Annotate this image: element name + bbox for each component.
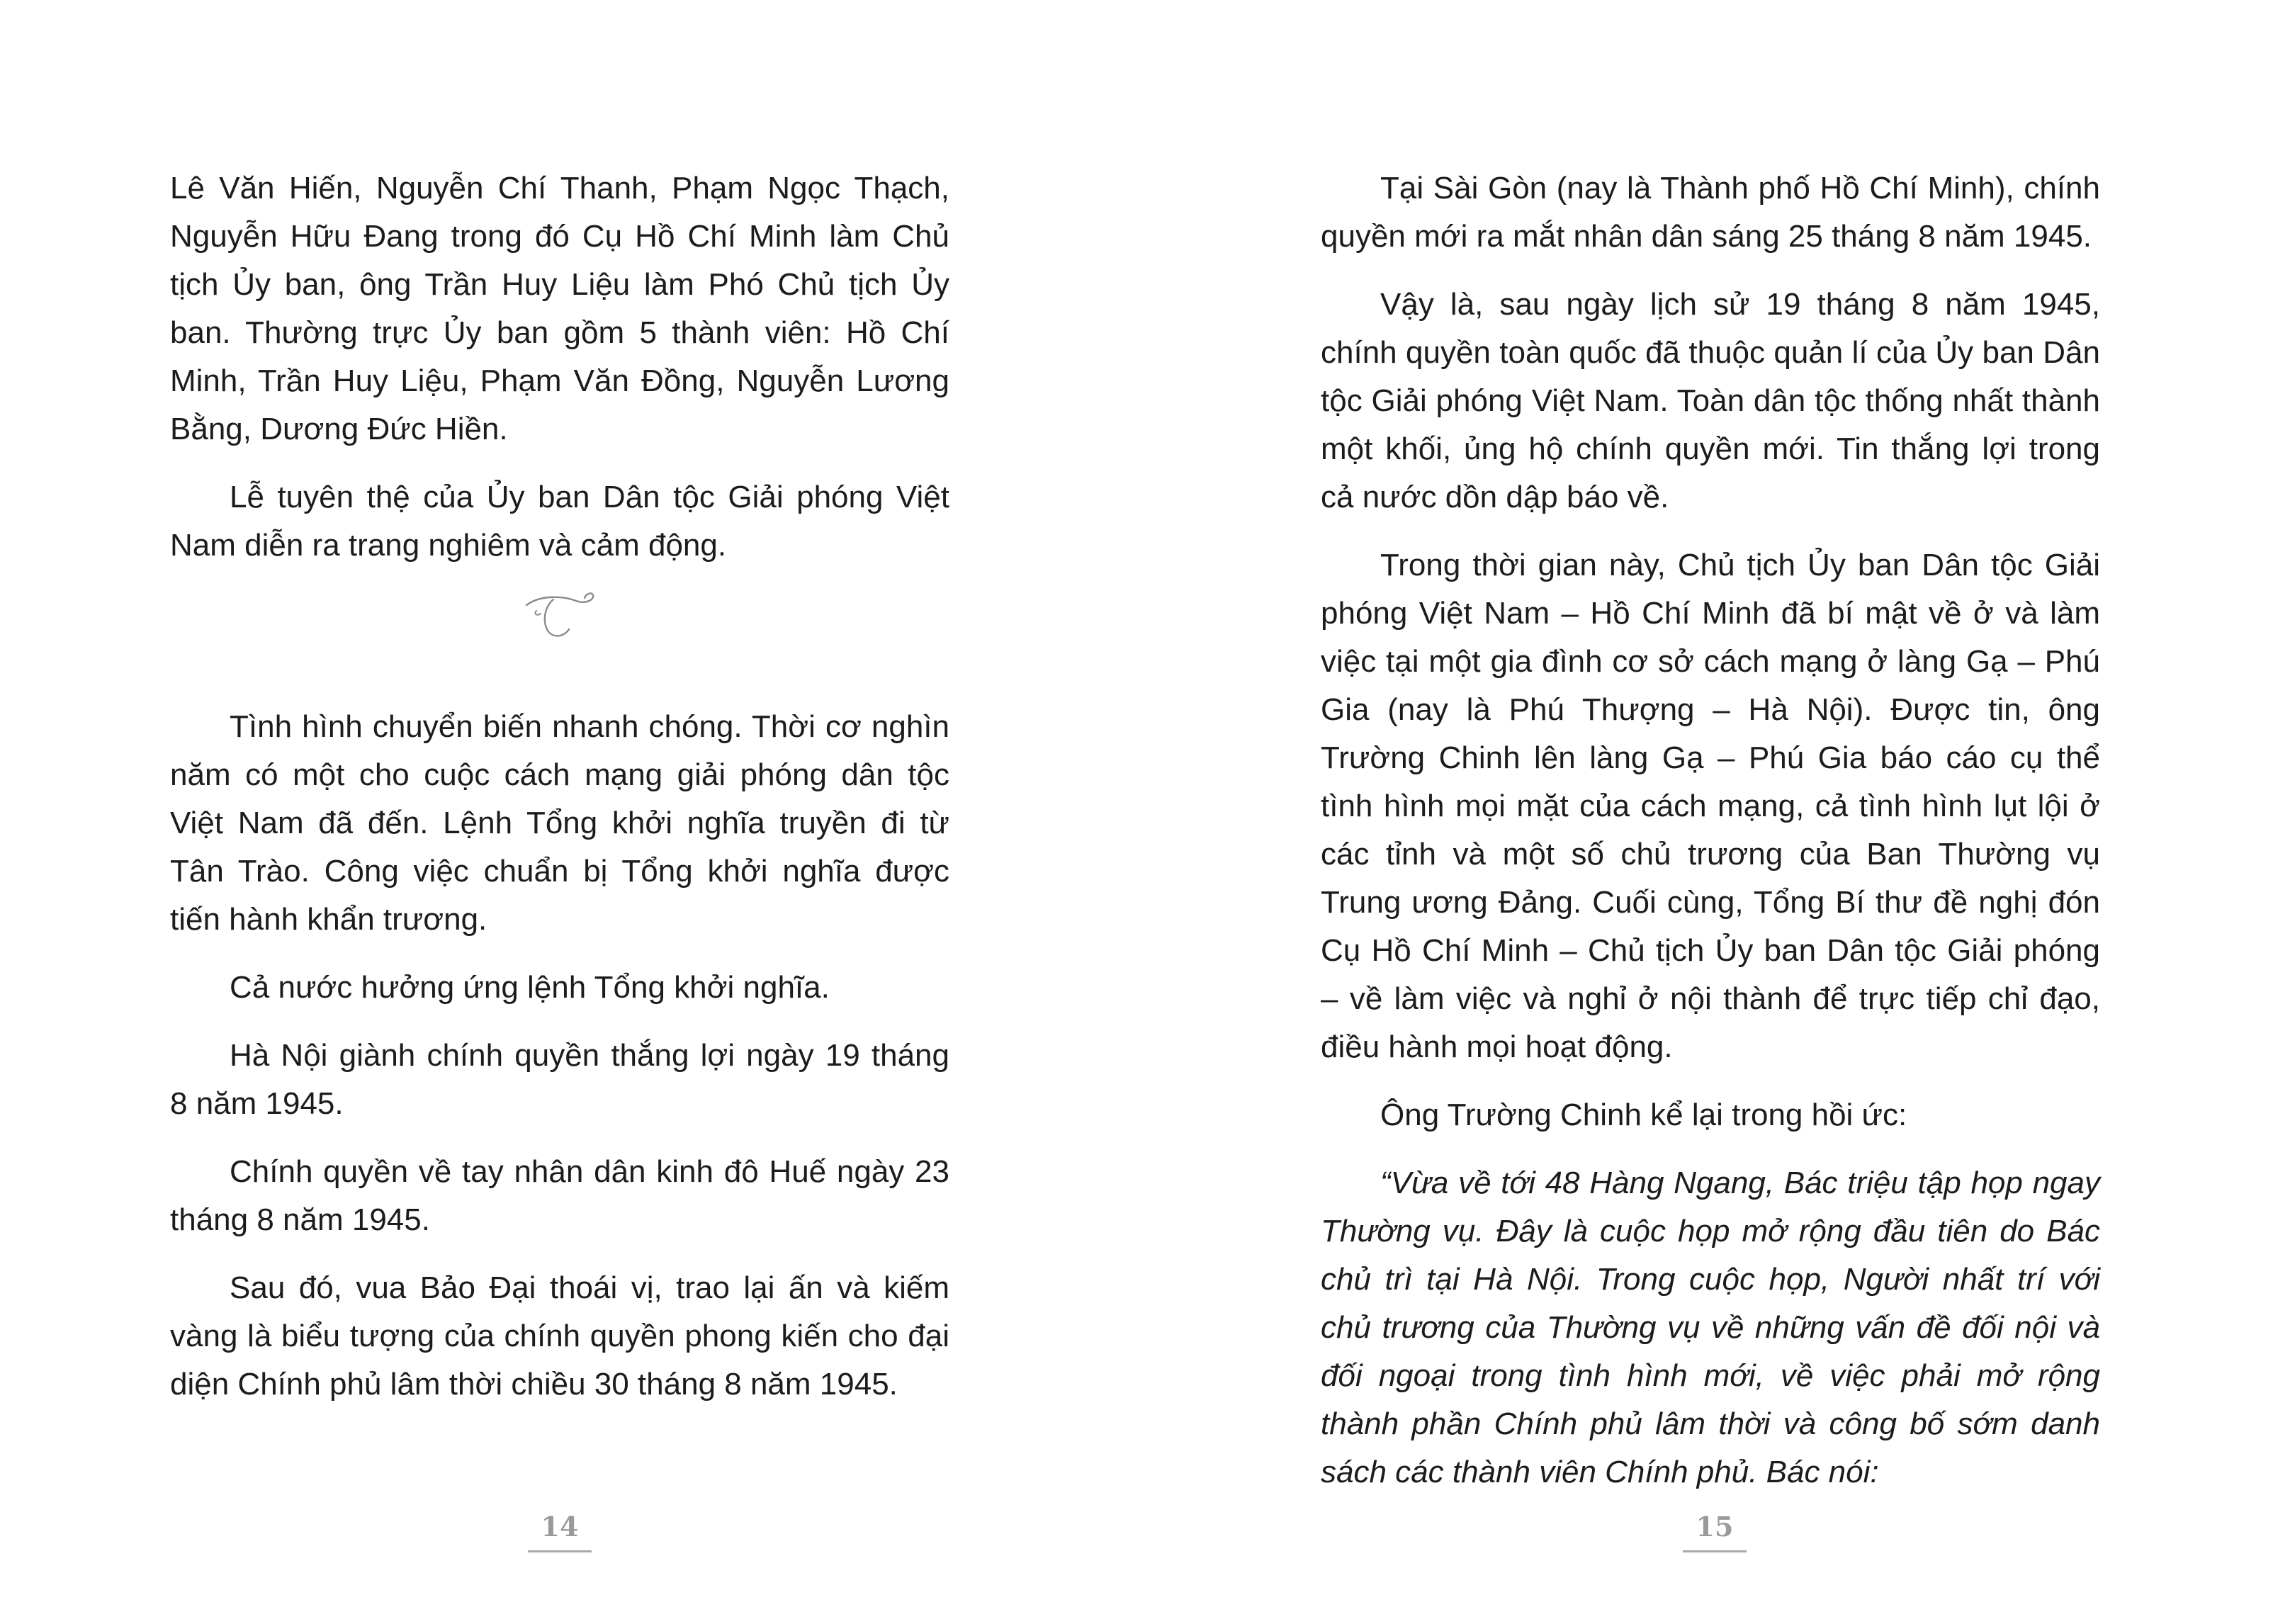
paragraph: Hà Nội giành chính quyền thắng lợi ngày 19 tháng 8 năm 1945. [170, 1038, 949, 1121]
right-page [1136, 0, 2273, 1624]
paragraph: Vậy là, sau ngày lịch sử 19 tháng 8 năm 1945, chính quyền toàn quốc đã thuộc quản lí của Ủy ban Dân tộc Giải phóng Việt Nam. Toàn dân tộc thống nhất thành một khối, ủng hộ chính quyền mới. Tin thắng lợi trong cả nước dồn dập báo về. [1321, 287, 2100, 514]
paragraph: Lễ tuyên thệ của Ủy ban Dân tộc Giải phóng Việt Nam diễn ra trang nghiêm và cảm động. [170, 480, 949, 563]
paragraph: Trong thời gian này, Chủ tịch Ủy ban Dân tộc Giải phóng Việt Nam – Hồ Chí Minh đã bí mật về ở và làm việc tại một gia đình cơ sở cách mạng ở làng Gạ – Phú Gia (nay là Phú Thượng – Hà Nội). Được tin, ông Trường Chinh lên làng Gạ – Phú Gia báo cáo cụ thể tình hình mọi mặt của cách mạng, cả tình hình lụt lội ở các tỉnh và một số chủ trương của Ban Thường vụ Trung ương Đảng. Cuối cùng, Tổng Bí thư đề nghị đón Cụ Hồ Chí Minh – Chủ tịch Ủy ban Dân tộc Giải phóng – về làm việc và nghỉ ở nội thành để trực tiếp chỉ đạo, điều hành mọi hoạt động. [1321, 548, 2100, 1064]
paragraph: Tại Sài Gòn (nay là Thành phố Hồ Chí Minh), chính quyền mới ra mắt nhân dân sáng 25 tháng 8 năm 1945. [1321, 171, 2100, 254]
right-text-column [1321, 164, 2100, 1516]
flourish-ornament-icon [170, 590, 949, 660]
paragraph: Cả nước hưởng ứng lệnh Tổng khởi nghĩa. [230, 970, 830, 1005]
page-number: 15 [1696, 1511, 1734, 1543]
page-number-rule [1683, 1550, 1747, 1552]
paragraph: Chính quyền về tay nhân dân kinh đô Huế ngày 23 tháng 8 năm 1945. [170, 1154, 949, 1237]
paragraph: Sau đó, vua Bảo Đại thoái vị, trao lại ấn và kiếm vàng là biểu tượng của chính quyền phong kiến cho đại diện Chính phủ lâm thời chiều 30 tháng 8 năm 1945. [170, 1270, 949, 1402]
paragraph: Lê Văn Hiến, Nguyễn Chí Thanh, Phạm Ngọc Thạch, Nguyễn Hữu Đang trong đó Cụ Hồ Chí Minh làm Chủ tịch Ủy ban, ông Trần Huy Liệu làm Phó Chủ tịch Ủy ban. Thường trực Ủy ban gồm 5 thành viên: Hồ Chí Minh, Trần Huy Liệu, Phạm Văn Đồng, Nguyễn Lương Bằng, Dương Đức Hiền. [170, 171, 949, 446]
left-page [0, 0, 1136, 1624]
left-text-column [170, 164, 949, 1428]
paragraph: Ông Trường Chinh kể lại trong hồi ức: [1380, 1098, 1907, 1132]
quote-paragraph: “Vừa về tới 48 Hàng Ngang, Bác triệu tập họp ngay Thường vụ. Đây là cuộc họp mở rộng đầu tiên do Bác chủ trì tại Hà Nội. Trong cuộc họp, Người nhất trí với chủ trương của Thường vụ về những vấn đề đối nội và đối ngoại trong tình hình mới, về việc phải mở rộng thành phần Chính phủ lâm thời và công bố sớm danh sách các thành viên Chính phủ. Bác nói: [1321, 1166, 2100, 1489]
paragraph: Tình hình chuyển biến nhanh chóng. Thời cơ nghìn năm có một cho cuộc cách mạng giải phóng dân tộc Việt Nam đã đến. Lệnh Tổng khởi nghĩa truyền đi từ Tân Trào. Công việc chuẩn bị Tổng khởi nghĩa được tiến hành khẩn trương. [170, 709, 949, 937]
page-number: 14 [541, 1511, 579, 1543]
page-number-rule [528, 1550, 592, 1552]
